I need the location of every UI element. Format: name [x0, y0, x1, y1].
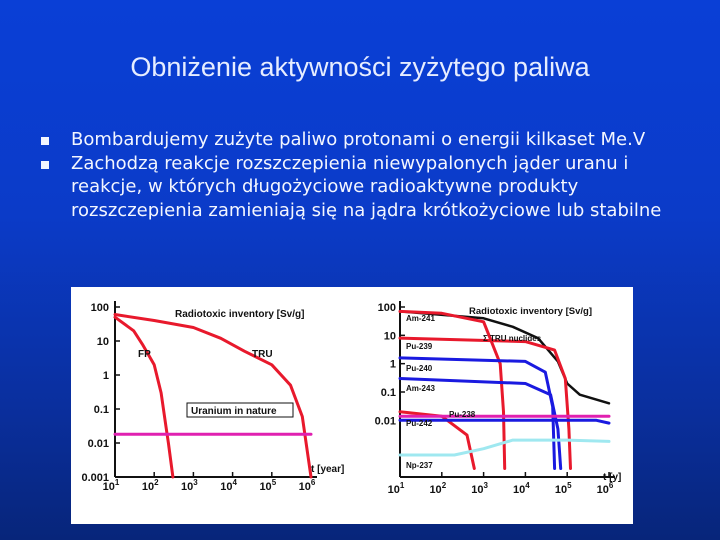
y-tick-label: 100: [377, 302, 396, 314]
x-tick-label: $10^3$: [471, 481, 488, 496]
charts-svg: [71, 287, 633, 524]
series-label: Np-237: [406, 461, 433, 470]
bullet-item: [40, 152, 680, 223]
x-axis-label: t [y]: [603, 472, 622, 483]
series-label: Pu-239: [406, 342, 433, 351]
x-tick-label: $10^6$: [596, 481, 614, 496]
series-label: Pu-238: [449, 410, 476, 419]
x-tick-label: $10^5$: [259, 478, 277, 493]
series-label: Σ TRU nuclides: [483, 334, 542, 343]
y-tick-label: 10: [96, 336, 109, 348]
y-tick-label: 100: [90, 302, 109, 314]
x-tick-label: $10^2$: [429, 481, 447, 496]
chart-title: Radiotoxic inventory [Sv/g]: [469, 306, 592, 317]
series-label: Uranium in nature: [191, 406, 277, 417]
y-tick-label: 0.001: [81, 472, 109, 484]
series-label: Pu-240: [406, 364, 433, 373]
x-tick-label: $10^4$: [513, 481, 530, 496]
series-label: Am-241: [406, 314, 435, 323]
series-line: [115, 317, 173, 477]
y-tick-label: 1: [102, 370, 109, 382]
x-tick-label: $10^5$: [554, 481, 572, 496]
y-tick-label: 0.1: [93, 404, 109, 416]
x-tick-label: $10^6$: [298, 478, 316, 493]
bullet-text: Zachodzą reakcje rozszczepienia niewypalonych jąder uranu i reakcje, w których długożyciowe radioaktywne produkty rozszczepienia zamieniają się na jądra krótkożyciowe lub stabilne: [71, 152, 662, 221]
series-line: [115, 315, 311, 478]
chart-title: Radiotoxic inventory [Sv/g]: [175, 309, 305, 320]
bullet-item: [40, 128, 680, 152]
bullet-square-icon: [41, 137, 49, 145]
y-tick-label: 10: [383, 330, 396, 343]
x-axis-label: t [year]: [311, 464, 345, 475]
bullet-text: Bombardujemy zużyte paliwo protonami o energii kilkaset Me.V: [71, 129, 646, 150]
chart-figure: [71, 287, 633, 524]
x-tick-label: $10^2$: [141, 478, 159, 493]
series-label: TRU: [252, 349, 273, 360]
x-tick-label: $10^1$: [387, 481, 405, 496]
x-tick-label: $10^1$: [102, 478, 120, 493]
series-label: Am-243: [406, 384, 435, 393]
slide-title: Obniżenie aktywności zyżytego paliwa: [130, 52, 590, 82]
series-label: Pu-242: [406, 419, 433, 428]
x-tick-label: $10^4$: [220, 478, 237, 493]
y-tick-label: 0.01: [374, 415, 396, 428]
bullet-list: [40, 128, 680, 222]
y-tick-label: 0.01: [87, 438, 109, 450]
series-label: FP: [138, 349, 151, 360]
y-tick-label: 0.1: [380, 387, 396, 399]
x-tick-label: $10^3$: [181, 478, 198, 493]
y-tick-label: 1: [389, 358, 396, 371]
bullet-square-icon: [41, 161, 49, 169]
